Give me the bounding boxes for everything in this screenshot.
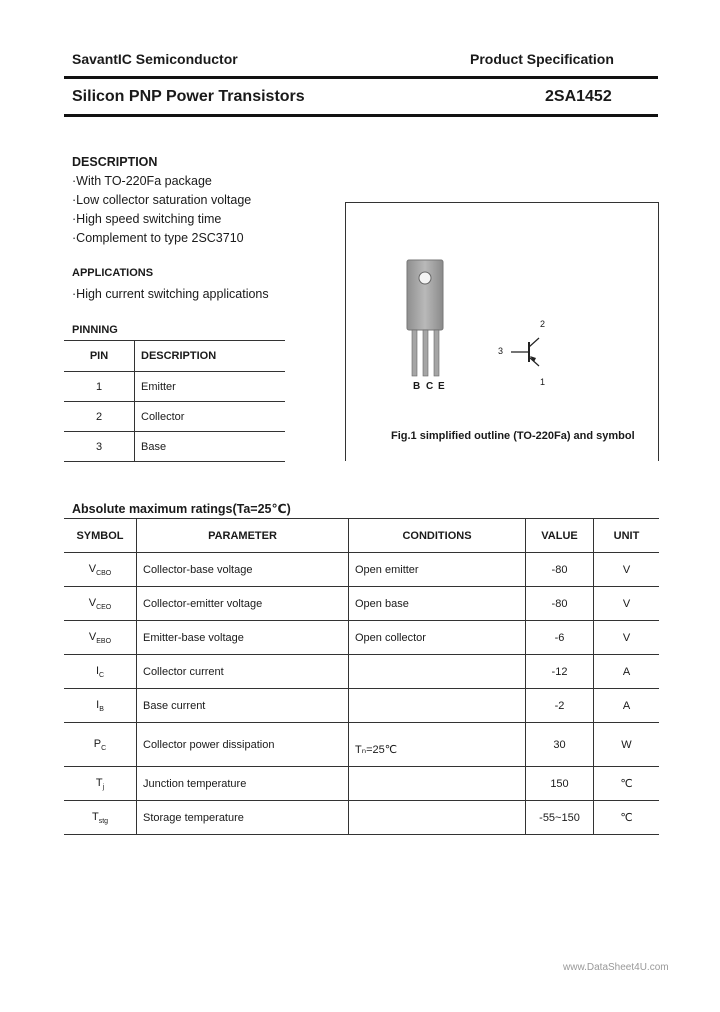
symbol-cell: $V_{CEO}$ (64, 587, 137, 621)
symbol-header: SYMBOL (64, 519, 137, 553)
unit-cell: ℃ (594, 767, 660, 801)
doc-type: Product Specification (470, 51, 614, 67)
symbol-cell: $I_C$ (64, 655, 137, 689)
conditions-cell (349, 767, 526, 801)
pin-header: PIN (64, 341, 135, 372)
table-row (64, 402, 285, 432)
pin-letter-e: E (438, 381, 445, 392)
unit-cell: V (594, 553, 660, 587)
symbol-cell: $P_C$ (64, 723, 137, 767)
pin-number: 3 (64, 432, 135, 462)
conditions-cell: Open base (349, 587, 526, 621)
table-row (64, 767, 659, 801)
table-row (64, 689, 659, 723)
value-cell: -55~150 (526, 801, 594, 835)
unit-cell: W (594, 723, 660, 767)
conditions-cell (349, 689, 526, 723)
to220-package-illustration (401, 258, 451, 378)
pin-letter-b: B (413, 381, 421, 392)
company-name: SavantIC Semiconductor (72, 51, 238, 67)
description-list (72, 172, 251, 248)
pinning-table (64, 340, 285, 462)
symbol-cell: $T_j$ (64, 767, 137, 801)
unit-cell: A (594, 655, 660, 689)
footer-watermark: www.DataSheet4U.com (563, 962, 669, 973)
value-cell: -12 (526, 655, 594, 689)
product-title: Silicon PNP Power Transistors (72, 88, 305, 105)
unit-cell: A (594, 689, 660, 723)
conditions-header: CONDITIONS (349, 519, 526, 553)
table-row (64, 553, 659, 587)
conditions-cell (349, 655, 526, 689)
parameter-cell: Storage temperature (137, 801, 349, 835)
value-header: VALUE (526, 519, 594, 553)
conditions-cell: Open collector (349, 621, 526, 655)
pnp-transistor-symbol (501, 328, 551, 378)
pinning-heading: PINNING (72, 324, 118, 336)
value-cell: -80 (526, 587, 594, 621)
pin-number: 2 (64, 402, 135, 432)
value-cell: 150 (526, 767, 594, 801)
symbol-label-collector: 2 (540, 319, 546, 329)
description-item: ·Complement to type 2SC3710 (72, 231, 244, 245)
pin-letter-c: C (426, 381, 434, 392)
parameter-cell: Collector-base voltage (137, 553, 349, 587)
symbol-label-emitter: 1 (540, 377, 546, 387)
conditions-cell (349, 801, 526, 835)
unit-header: UNIT (594, 519, 660, 553)
value-cell: -6 (526, 621, 594, 655)
pin-description-header: DESCRIPTION (135, 341, 286, 372)
table-row (64, 372, 285, 402)
title-rule (64, 114, 658, 117)
applications-item: ·High current switching applications (72, 287, 269, 301)
ratings-table (64, 518, 659, 835)
conditions-cell: Tₙ=25℃ (349, 723, 526, 767)
symbol-cell: $V_{CBO}$ (64, 553, 137, 587)
parameter-cell: Emitter-base voltage (137, 621, 349, 655)
table-row (64, 655, 659, 689)
symbol-cell: $T_{stg}$ (64, 801, 137, 835)
table-row (64, 801, 659, 835)
pin-description: Base (135, 432, 286, 462)
table-header-row (64, 519, 659, 553)
table-header-row (64, 341, 285, 372)
pin-description: Collector (135, 402, 286, 432)
header-rule (64, 76, 658, 79)
description-item: ·Low collector saturation voltage (72, 193, 252, 207)
figure-caption: Fig.1 simplified outline (TO-220Fa) and symbol (391, 430, 635, 442)
table-row (64, 587, 659, 621)
value-cell: -80 (526, 553, 594, 587)
description-item: ·High speed switching time (72, 212, 222, 226)
pin-description: Emitter (135, 372, 286, 402)
parameter-cell: Junction temperature (137, 767, 349, 801)
conditions-cell: Open emitter (349, 553, 526, 587)
part-number: 2SA1452 (545, 88, 612, 105)
parameter-header: PARAMETER (137, 519, 349, 553)
table-row (64, 432, 285, 462)
parameter-cell: Base current (137, 689, 349, 723)
symbol-cell: $I_B$ (64, 689, 137, 723)
value-cell: -2 (526, 689, 594, 723)
ratings-heading: Absolute maximum ratings(Ta=25℃) (72, 502, 291, 516)
unit-cell: V (594, 587, 660, 621)
description-heading: DESCRIPTION (72, 155, 158, 169)
figure-box (345, 202, 659, 461)
unit-cell: ℃ (594, 801, 660, 835)
symbol-label-base: 3 (498, 346, 504, 356)
pin-number: 1 (64, 372, 135, 402)
parameter-cell: Collector-emitter voltage (137, 587, 349, 621)
applications-heading: APPLICATIONS (72, 267, 154, 279)
parameter-cell: Collector current (137, 655, 349, 689)
value-cell: 30 (526, 723, 594, 767)
unit-cell: V (594, 621, 660, 655)
symbol-cell: $V_{EBO}$ (64, 621, 137, 655)
table-row (64, 723, 659, 767)
description-item: ·With TO-220Fa package (72, 174, 212, 188)
table-row (64, 621, 659, 655)
parameter-cell: Collector power dissipation (137, 723, 349, 767)
